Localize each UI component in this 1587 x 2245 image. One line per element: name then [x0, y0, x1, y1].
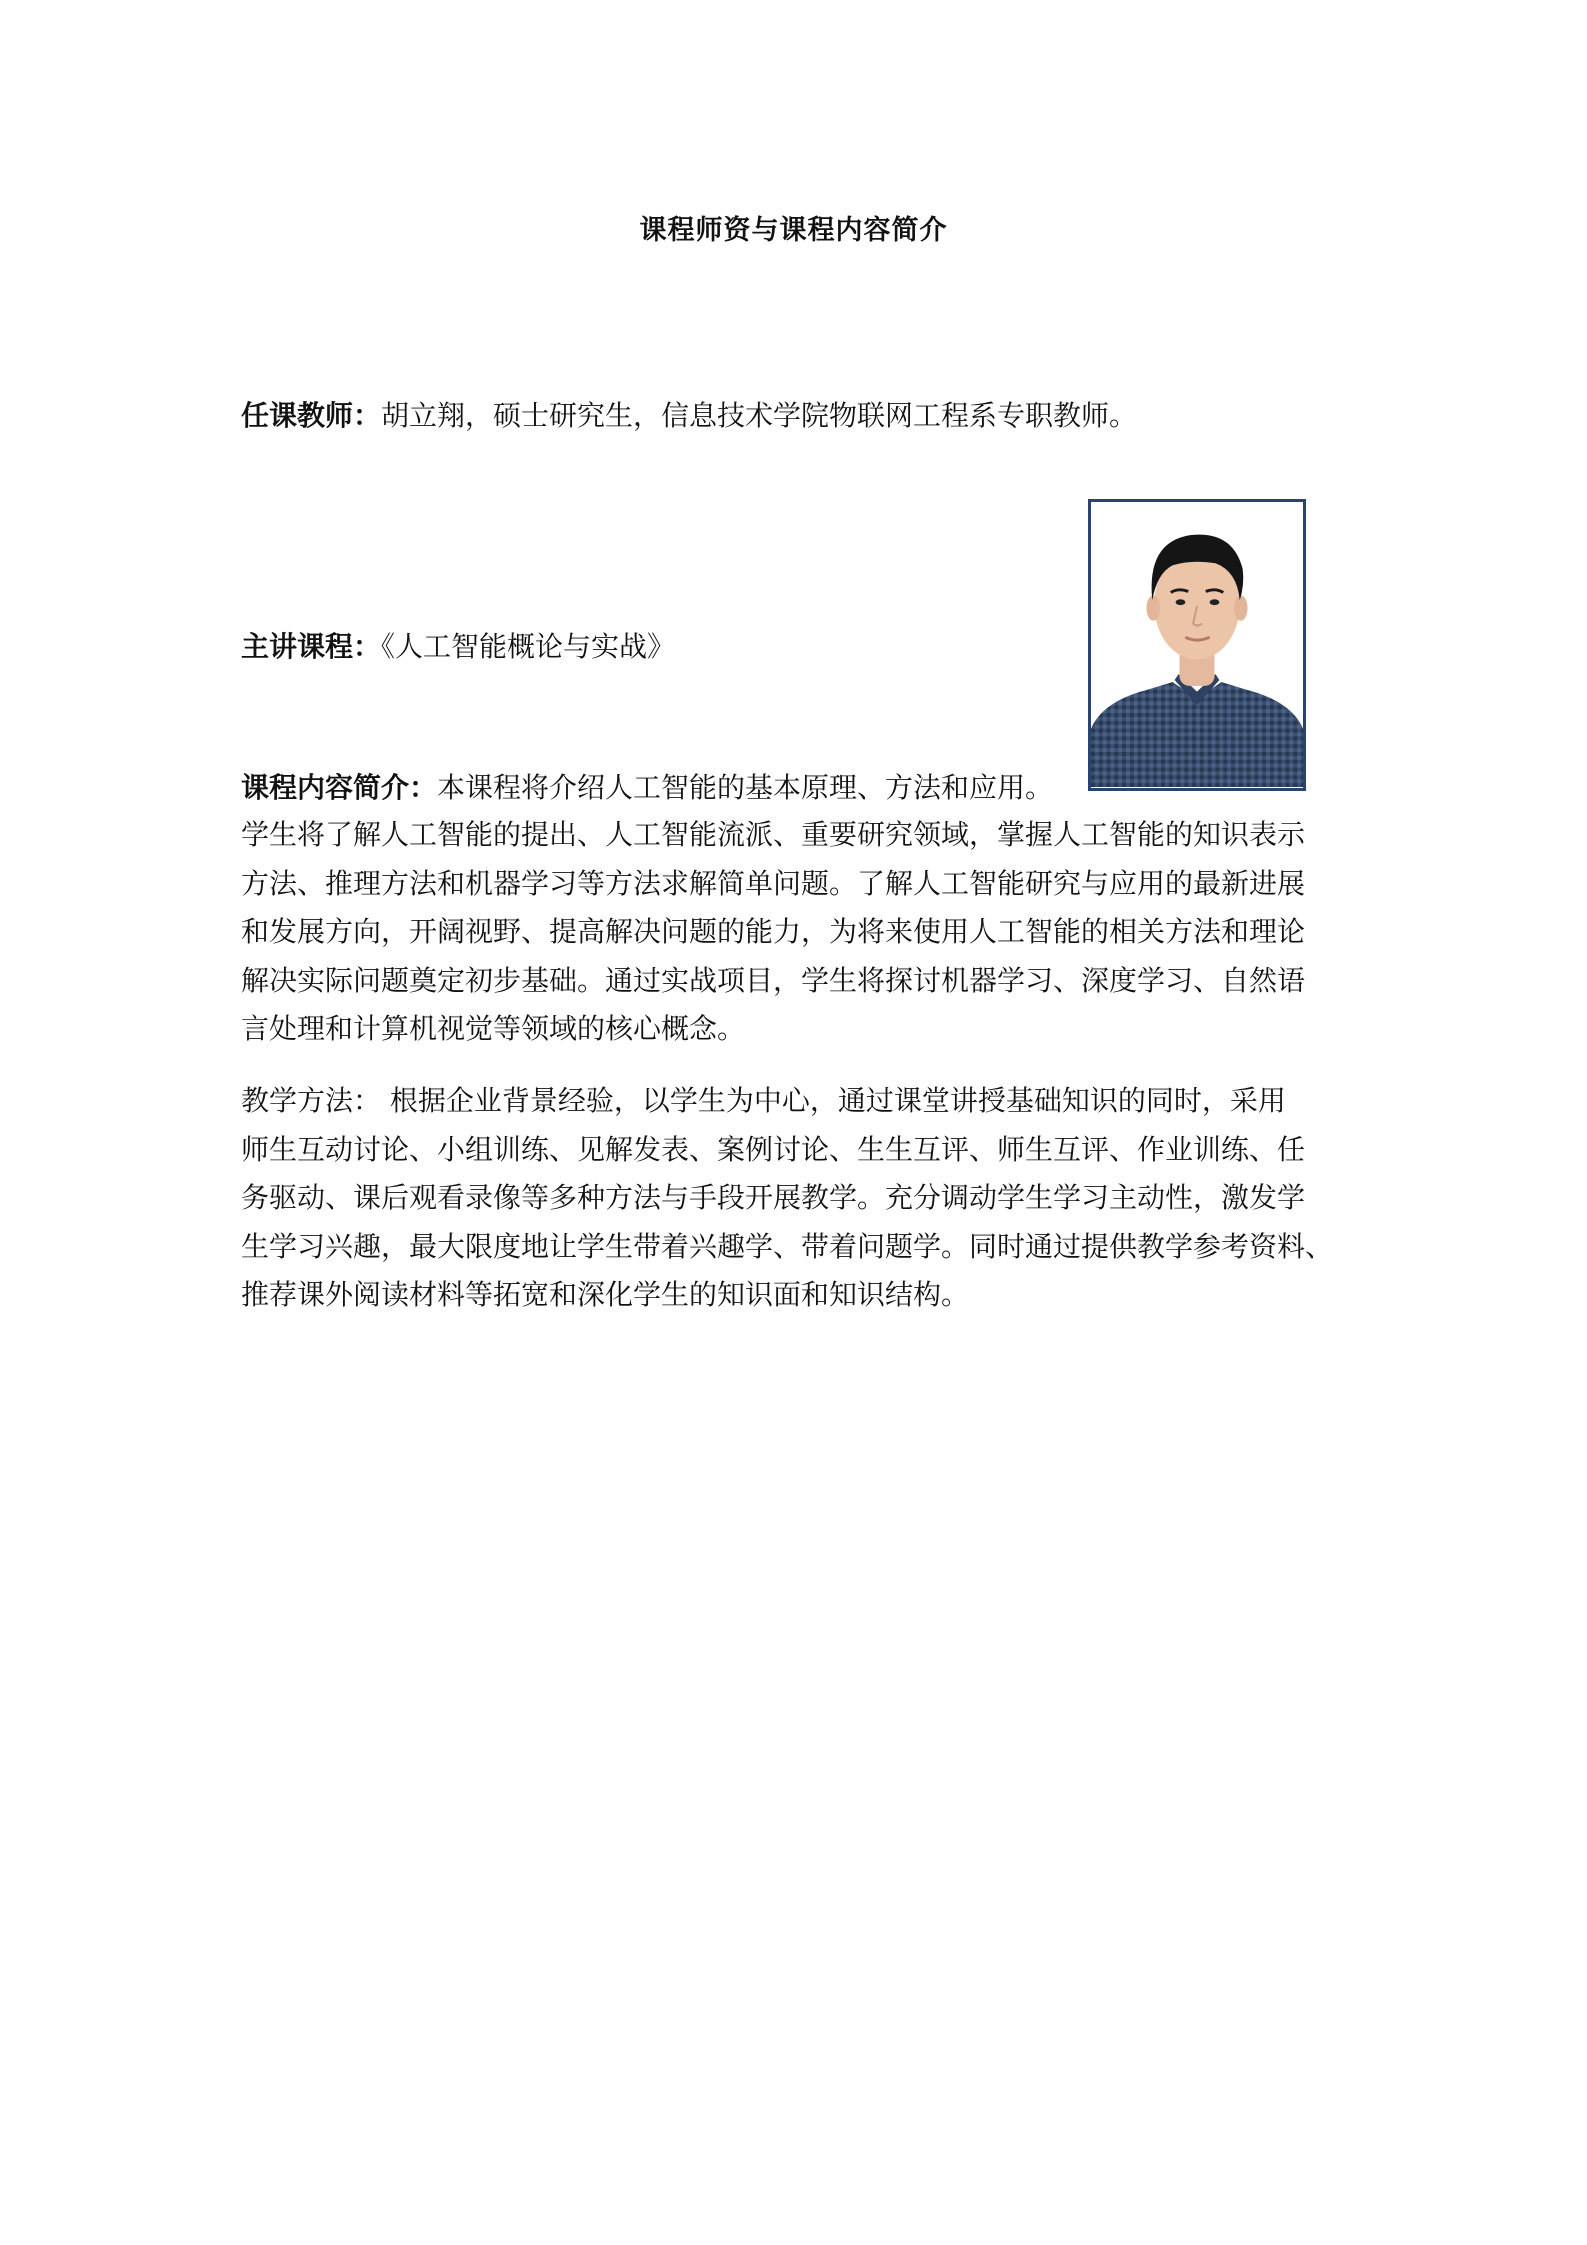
method-line-1: 教学方法： 根据企业背景经验，以学生为中心，通过课堂讲授基础知识的同时，采用 — [241, 1084, 1286, 1117]
intro-label: 课程内容简介： — [241, 771, 438, 804]
teacher-line — [241, 396, 1137, 436]
teacher-label: 任课教师： — [241, 399, 382, 432]
intro-line-1: 学生将了解人工智能的提出、人工智能流派、重要研究领域，掌握人工智能的知识表示 — [241, 818, 1306, 851]
teacher-photo — [1088, 499, 1306, 791]
intro-line-2: 方法、推理方法和机器学习等方法求解简单问题。了解人工智能研究与应用的最新进展 — [241, 866, 1306, 900]
course-label: 主讲课程： — [241, 630, 382, 663]
intro-line-3: 和发展方向，开阔视野、提高解决问题的能力，为将来使用人工智能的相关方法和理论 — [241, 915, 1306, 949]
method-line-2: 师生互动讨论、小组训练、见解发表、案例讨论、生生互评、师生互评、作业训练、任 — [241, 1132, 1306, 1166]
intro-first-text: 本课程将介绍人工智能的基本原理、方法和应用。 — [437, 771, 1054, 804]
course-line — [241, 627, 675, 667]
method-paragraph — [241, 1077, 1361, 1320]
course-text: 《人工智能概论与实战》 — [381, 630, 676, 663]
teacher-text: 胡立翔，硕士研究生，信息技术学院物联网工程系专职教师。 — [381, 399, 1138, 432]
intro-line — [241, 768, 1053, 808]
method-line-3: 务驱动、课后观看录像等多种方法与手段开展教学。充分调动学生学习主动性，激发学 — [241, 1181, 1306, 1215]
intro-paragraph — [241, 811, 1361, 1054]
method-line-4: 生学习兴趣，最大限度地让学生带着兴趣学、带着问题学。同时通过提供教学参考资料、 — [241, 1229, 1334, 1263]
intro-line-5: 言处理和计算机视觉等领域的核心概念。 — [241, 1012, 746, 1046]
intro-line-4: 解决实际问题奠定初步基础。通过实战项目，学生将探讨机器学习、深度学习、自然语 — [241, 963, 1306, 997]
method-line-5: 推荐课外阅读材料等拓宽和深化学生的知识面和知识结构。 — [241, 1278, 970, 1312]
page-title: 课程师资与课程内容简介 — [639, 215, 948, 246]
